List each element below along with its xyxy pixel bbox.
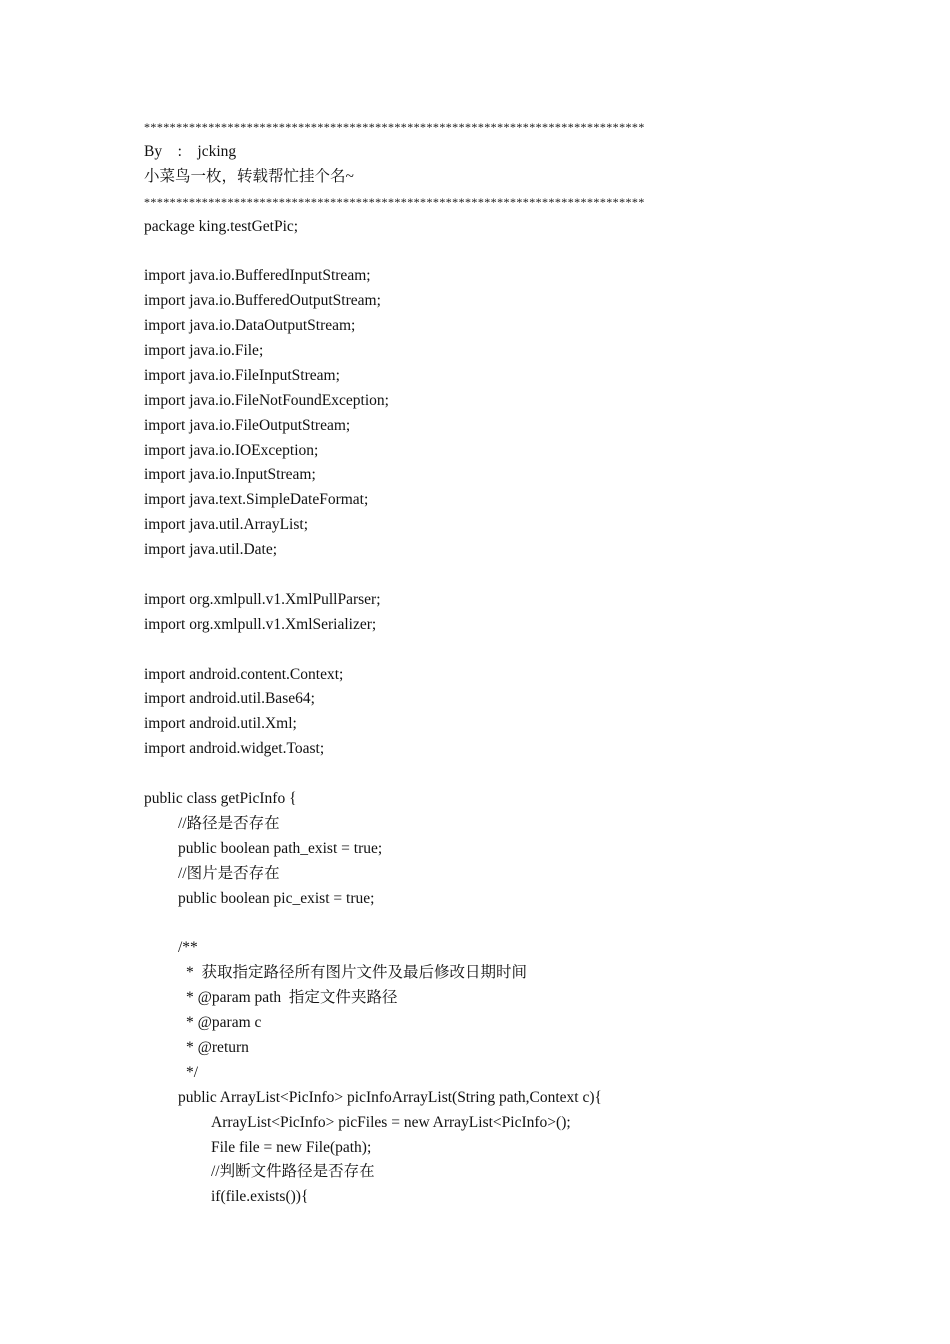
javadoc-line: /**: [178, 939, 198, 957]
import-line: import java.io.FileInputStream;: [144, 366, 340, 384]
import-line: import android.util.Base64;: [144, 690, 315, 708]
class-declaration: public class getPicInfo {: [144, 790, 297, 808]
code-line: File file = new File(path);: [211, 1138, 372, 1156]
import-line: import java.text.SimpleDateFormat;: [144, 491, 369, 509]
code-comment: //判断文件路径是否存在: [211, 1163, 375, 1181]
banner-bottom: ******************************************************************************: [144, 194, 645, 209]
blank-line: [144, 563, 784, 588]
method-declaration: public ArrayList<PicInfo> picInfoArrayList(String path,Context c){: [178, 1088, 602, 1106]
code-listing: [144, 115, 784, 1210]
blank-line: [144, 912, 784, 937]
field-declaration: public boolean path_exist = true;: [178, 839, 383, 857]
import-line: import android.widget.Toast;: [144, 740, 325, 758]
blank-line: [144, 638, 784, 663]
code-comment: //图片是否存在: [178, 864, 280, 882]
import-line: import java.io.DataOutputStream;: [144, 317, 356, 335]
javadoc-line: * @return: [186, 1038, 249, 1056]
import-line: import java.io.File;: [144, 342, 264, 360]
import-line: import java.io.FileOutputStream;: [144, 416, 351, 434]
import-line: import java.io.BufferedInputStream;: [144, 267, 371, 285]
note-line: 小菜鸟一枚，转载帮忙挂个名~: [144, 167, 354, 185]
import-line: import java.io.FileNotFoundException;: [144, 391, 389, 409]
import-line: import org.xmlpull.v1.XmlPullParser;: [144, 590, 381, 608]
javadoc-line: * @param path 指定文件夹路径: [186, 989, 398, 1007]
javadoc-line: * @param c: [186, 1014, 262, 1032]
author-line: By : jcking: [144, 142, 237, 160]
banner-top: ******************************************************************************: [144, 120, 645, 134]
blank-line: [144, 239, 784, 264]
code-line: ArrayList<PicInfo> picFiles = new ArrayList<PicInfo>();: [211, 1113, 571, 1131]
import-line: import org.xmlpull.v1.XmlSerializer;: [144, 615, 377, 633]
import-line: import java.io.InputStream;: [144, 466, 316, 484]
code-comment: //路径是否存在: [178, 814, 280, 832]
javadoc-line: * 获取指定路径所有图片文件及最后修改日期时间: [186, 964, 528, 982]
javadoc-line: */: [186, 1063, 199, 1081]
import-line: import android.util.Xml;: [144, 715, 297, 733]
import-line: import android.content.Context;: [144, 665, 344, 683]
import-line: import java.io.IOException;: [144, 441, 319, 459]
package-line: package king.testGetPic;: [144, 217, 299, 235]
code-line: if(file.exists()){: [211, 1188, 309, 1206]
field-declaration: public boolean pic_exist = true;: [178, 889, 375, 907]
blank-line: [144, 762, 784, 787]
import-line: import java.util.Date;: [144, 541, 278, 559]
import-line: import java.io.BufferedOutputStream;: [144, 292, 381, 310]
import-line: import java.util.ArrayList;: [144, 516, 309, 534]
